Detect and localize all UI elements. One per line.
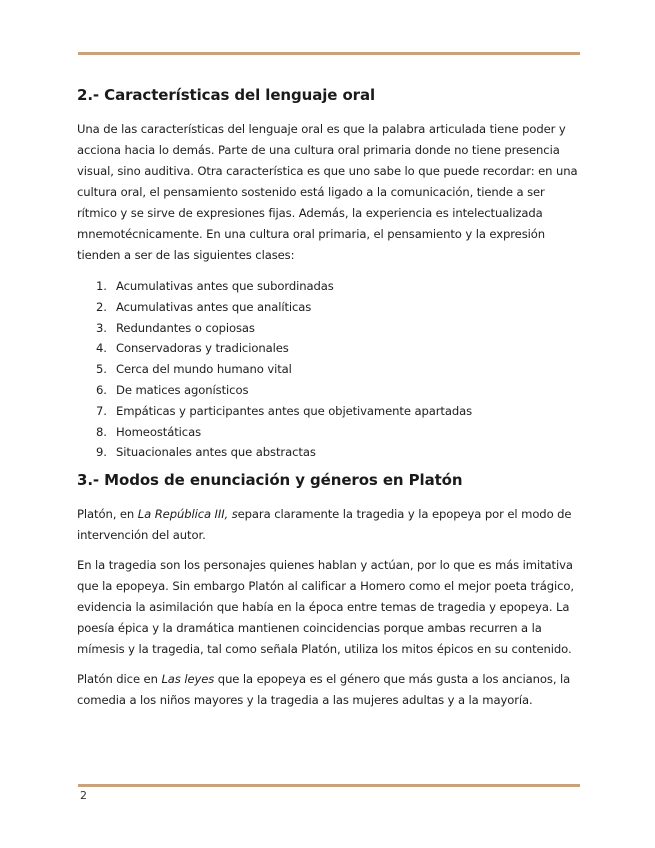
book-title-italic: La República III, s <box>137 507 238 522</box>
list-item <box>77 359 580 380</box>
list-item <box>77 276 580 297</box>
paragraph-text: Platón, en <box>77 507 138 522</box>
list-item <box>77 318 580 339</box>
list-item-number: 8. <box>96 424 107 439</box>
list-item-number: 5. <box>96 362 107 377</box>
page-number: 2 <box>80 789 87 802</box>
section-2-heading: 2.- Características del lenguaje oral <box>77 86 376 104</box>
header-rule <box>78 52 580 55</box>
list-item <box>77 338 580 359</box>
list-item-text: Conservadoras y tradicionales <box>116 341 289 356</box>
list-item-text: Acumulativas antes que subordinadas <box>116 279 334 293</box>
list-item-text: Empáticas y participantes antes que objetivamente apartadas <box>116 403 473 418</box>
list-item-text: Homeostáticas <box>116 424 202 439</box>
list-item-text: Cerca del mundo humano vital <box>116 362 292 377</box>
footer-rule <box>78 784 580 787</box>
section-3-paragraph-2: En la tragedia son los personajes quienes hablan y actúan, por lo que es más imitativa que la epopeya. Sin embargo Platón al calificar a Homero como el mejor poeta trágico, evidencia la asimilación que había en la época entre temas de tragedia y epopeya. La poesía épica y la dramática mantienen coincidencias porque ambas recurren a la mímesis y la tragedia, tal como señala Platón, utiliza los mitos épicos en su contenido. <box>77 558 574 657</box>
section-3-paragraph-3 <box>77 669 580 711</box>
characteristics-list <box>77 276 580 463</box>
list-item-number: 6. <box>96 382 107 397</box>
list-item <box>77 401 580 422</box>
list-item-number: 9. <box>96 445 107 460</box>
section-3-paragraph-1 <box>77 504 580 546</box>
list-item-number: 2. <box>96 299 107 314</box>
section-3-heading: 3.- Modos de enunciación y géneros en Platón <box>77 471 463 490</box>
list-item-text: Situacionales antes que abstractas <box>116 445 316 460</box>
paragraph-text: epara claramente la tragedia y la epopeya por el modo de intervención del autor. <box>77 507 572 543</box>
list-item <box>77 422 580 443</box>
book-title-italic: Las leyes <box>161 672 215 687</box>
section-2-paragraph: Una de las características del lenguaje oral es que la palabra articulada tiene poder y acciona hacia lo demás. Parte de una cultura oral primaria donde no tiene presencia visual, sino auditiva. Otra característica es que uno sabe lo que puede recordar: en una cultura oral, el pensamiento sostenido está ligado a la comunicación, tiende a ser rítmico y se sirve de expresiones fijas. Además, la experiencia es intelectualizada mnemotécnicamente. En una cultura oral primaria, el pensamiento y la expresión tienden a ser de las siguientes clases: <box>77 122 578 262</box>
list-item-text: Redundantes o copiosas <box>116 320 255 335</box>
list-item-number: 3. <box>96 320 107 335</box>
list-item-text: De matices agonísticos <box>116 382 249 397</box>
list-item-number: 4. <box>96 341 107 356</box>
paragraph-text: Platón dice en <box>77 672 162 687</box>
document-body <box>77 84 580 711</box>
list-item <box>77 442 580 463</box>
list-item <box>77 380 580 401</box>
list-item-number: 1. <box>96 279 107 293</box>
list-item <box>77 297 580 318</box>
list-item-text: Acumulativas antes que analíticas <box>116 299 312 314</box>
list-item-number: 7. <box>96 403 107 418</box>
paragraph-text: que la epopeya es el género que más gusta a los ancianos, la comedia a los niños mayores y la tragedia a las mujeres adultas y a la mayoría. <box>77 672 571 708</box>
